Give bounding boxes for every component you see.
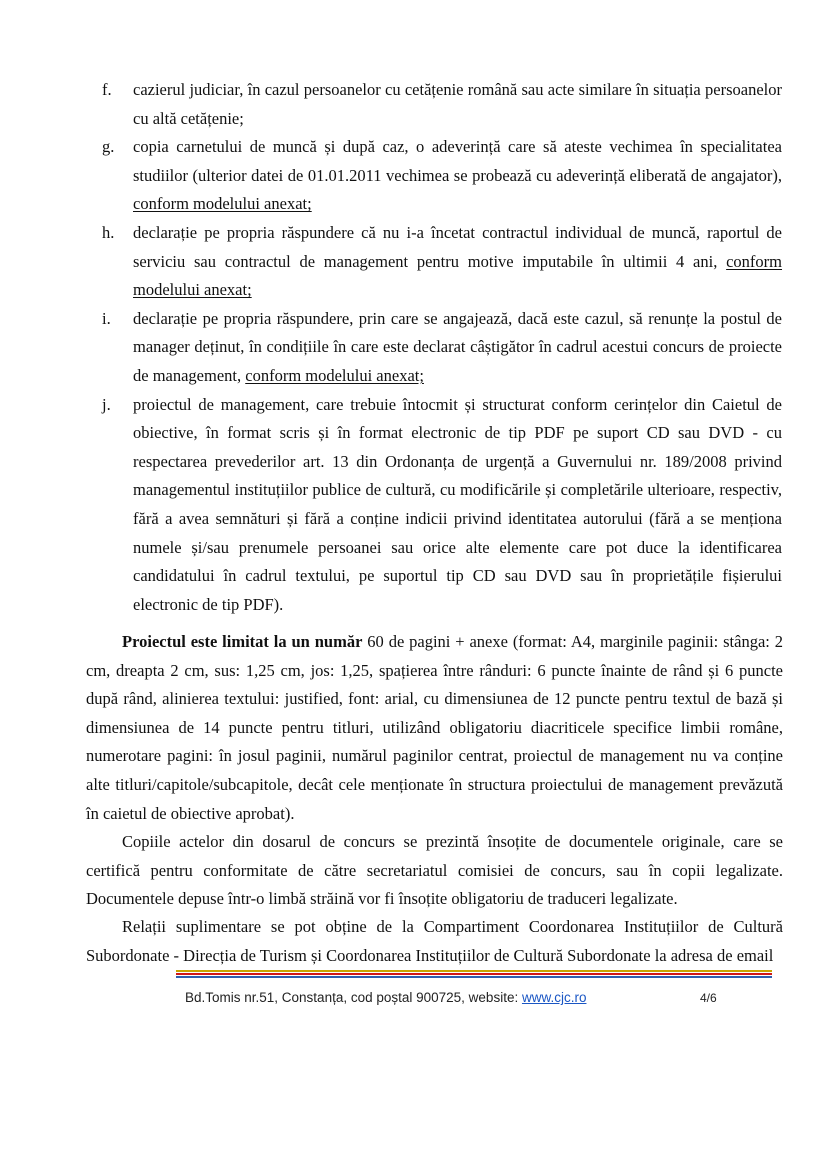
website-link[interactable]: www.cjc.ro	[521, 990, 587, 1005]
list-marker: g.	[102, 137, 115, 157]
list-item-g	[92, 133, 782, 219]
bold-lead: Proiectul este limitat la un număr	[122, 632, 363, 651]
list-item-text: copia carnetului de muncă și după caz, o adeverință care să ateste vechimea în specialitatea studiilor (ulterior datei de 01.01.2011 vechimea se probează cu adeverință eliberată de angajator),	[133, 137, 782, 185]
list-item-f	[92, 76, 782, 133]
copies-paragraph: Copiile actelor din dosarul de concurs se prezintă însoțite de documentele originale, care se certifică pentru conformitate de către secretariatul comisiei de concurs, sau în copii legalizate. Documentele depuse într-o limbă străină vor fi însoțite obligatoriu de traduceri legalizate.	[86, 832, 783, 909]
list-item-h	[92, 219, 782, 305]
model-reference: conform modelului anexat;	[245, 365, 424, 385]
requirements-list	[92, 76, 782, 619]
list-item-text: declarație pe propria răspundere, prin care se angajează, dacă este cazul, să renunțe la postul de manager deținut, în condițiile în care este declarat câștigător în cadrul acestui concurs de proiecte de management,	[133, 308, 782, 385]
footer-address	[185, 990, 586, 1005]
list-item-text: cazierul judiciar, în cazul persoanelor cu cetățenie română sau acte similare în situația persoanelor cu altă cetățenie;	[133, 80, 782, 128]
list-item-j	[92, 391, 782, 620]
paragraph-text: 60 de pagini + anexe (format: A4, marginile paginii: stânga: 2 cm, dreapta 2 cm, sus: 1,25 cm, jos: 1,25, spațierea între rânduri: 6 puncte înainte de rând și 6 puncte după rând, alinierea textului: justified, font: arial, cu dimensiunea de 12 puncte pentru textul de bază și dimensiunea de 14 puncte pentru titluri, utilizând obligatoriu diacriticele specifice limbii române, numerotare pagini: în josul paginii, numărul paginilor centrat, proiectul de management nu va conține alte titluri/capitole/subcapitole, decât cele menționate în structura proiectului de management prevăzută în caietul de obiective aprobat).	[86, 632, 784, 823]
list-marker: j.	[102, 394, 111, 414]
footer-rule-blue	[176, 976, 772, 978]
list-marker: i.	[102, 308, 111, 328]
model-reference: conform modelului anexat;	[133, 194, 312, 214]
address-text: Bd.Tomis nr.51, Constanța, cod poștal 900725, website:	[185, 990, 522, 1005]
contact-paragraph: Relații suplimentare se pot obține de la Compartiment Coordonarea Instituțiilor de Cultură Subordonate - Direcția de Turism și Coordonarea Instituțiilor de Cultură Subordonate la adresa de email	[86, 917, 783, 965]
list-item-text: proiectul de management, care trebuie întocmit și structurat conform cerințelor din Caietul de obiective, în format scris și în format electronic de tip PDF pe suport CD sau DVD - cu respectarea prevederilor art. 13 din Ordonanța de urgență a Guvernului nr. 189/2008 privind managementul instituțiilor publice de cultură, cu modificările și completările ulterioare, respectiv, fără a avea semnături și fără a conține indicii privind identitatea autorului (fără a se menționa numele și/sau prenumele persoanei sau orice alte elemente care pot duce la identificarea candidatului în cadrul textului, pe suportul tip CD sau DVD sau în proprietățile fișierului electronic de tip PDF).	[133, 394, 782, 614]
page-number: 4/6	[700, 991, 717, 1005]
footer-rule-gold	[176, 970, 772, 972]
project-limits-paragraph	[86, 628, 783, 828]
list-item-i	[92, 305, 782, 391]
list-item-text: declarație pe propria răspundere că nu i-a încetat contractul individual de muncă, raportul de serviciu sau contractul de management pentru motive imputabile în ultimii 4 ani,	[133, 222, 782, 271]
list-marker: h.	[102, 222, 115, 242]
footer-rule-red	[176, 973, 772, 975]
list-marker: f.	[102, 80, 112, 99]
model-reference: conform modelului anexat;	[133, 251, 783, 300]
